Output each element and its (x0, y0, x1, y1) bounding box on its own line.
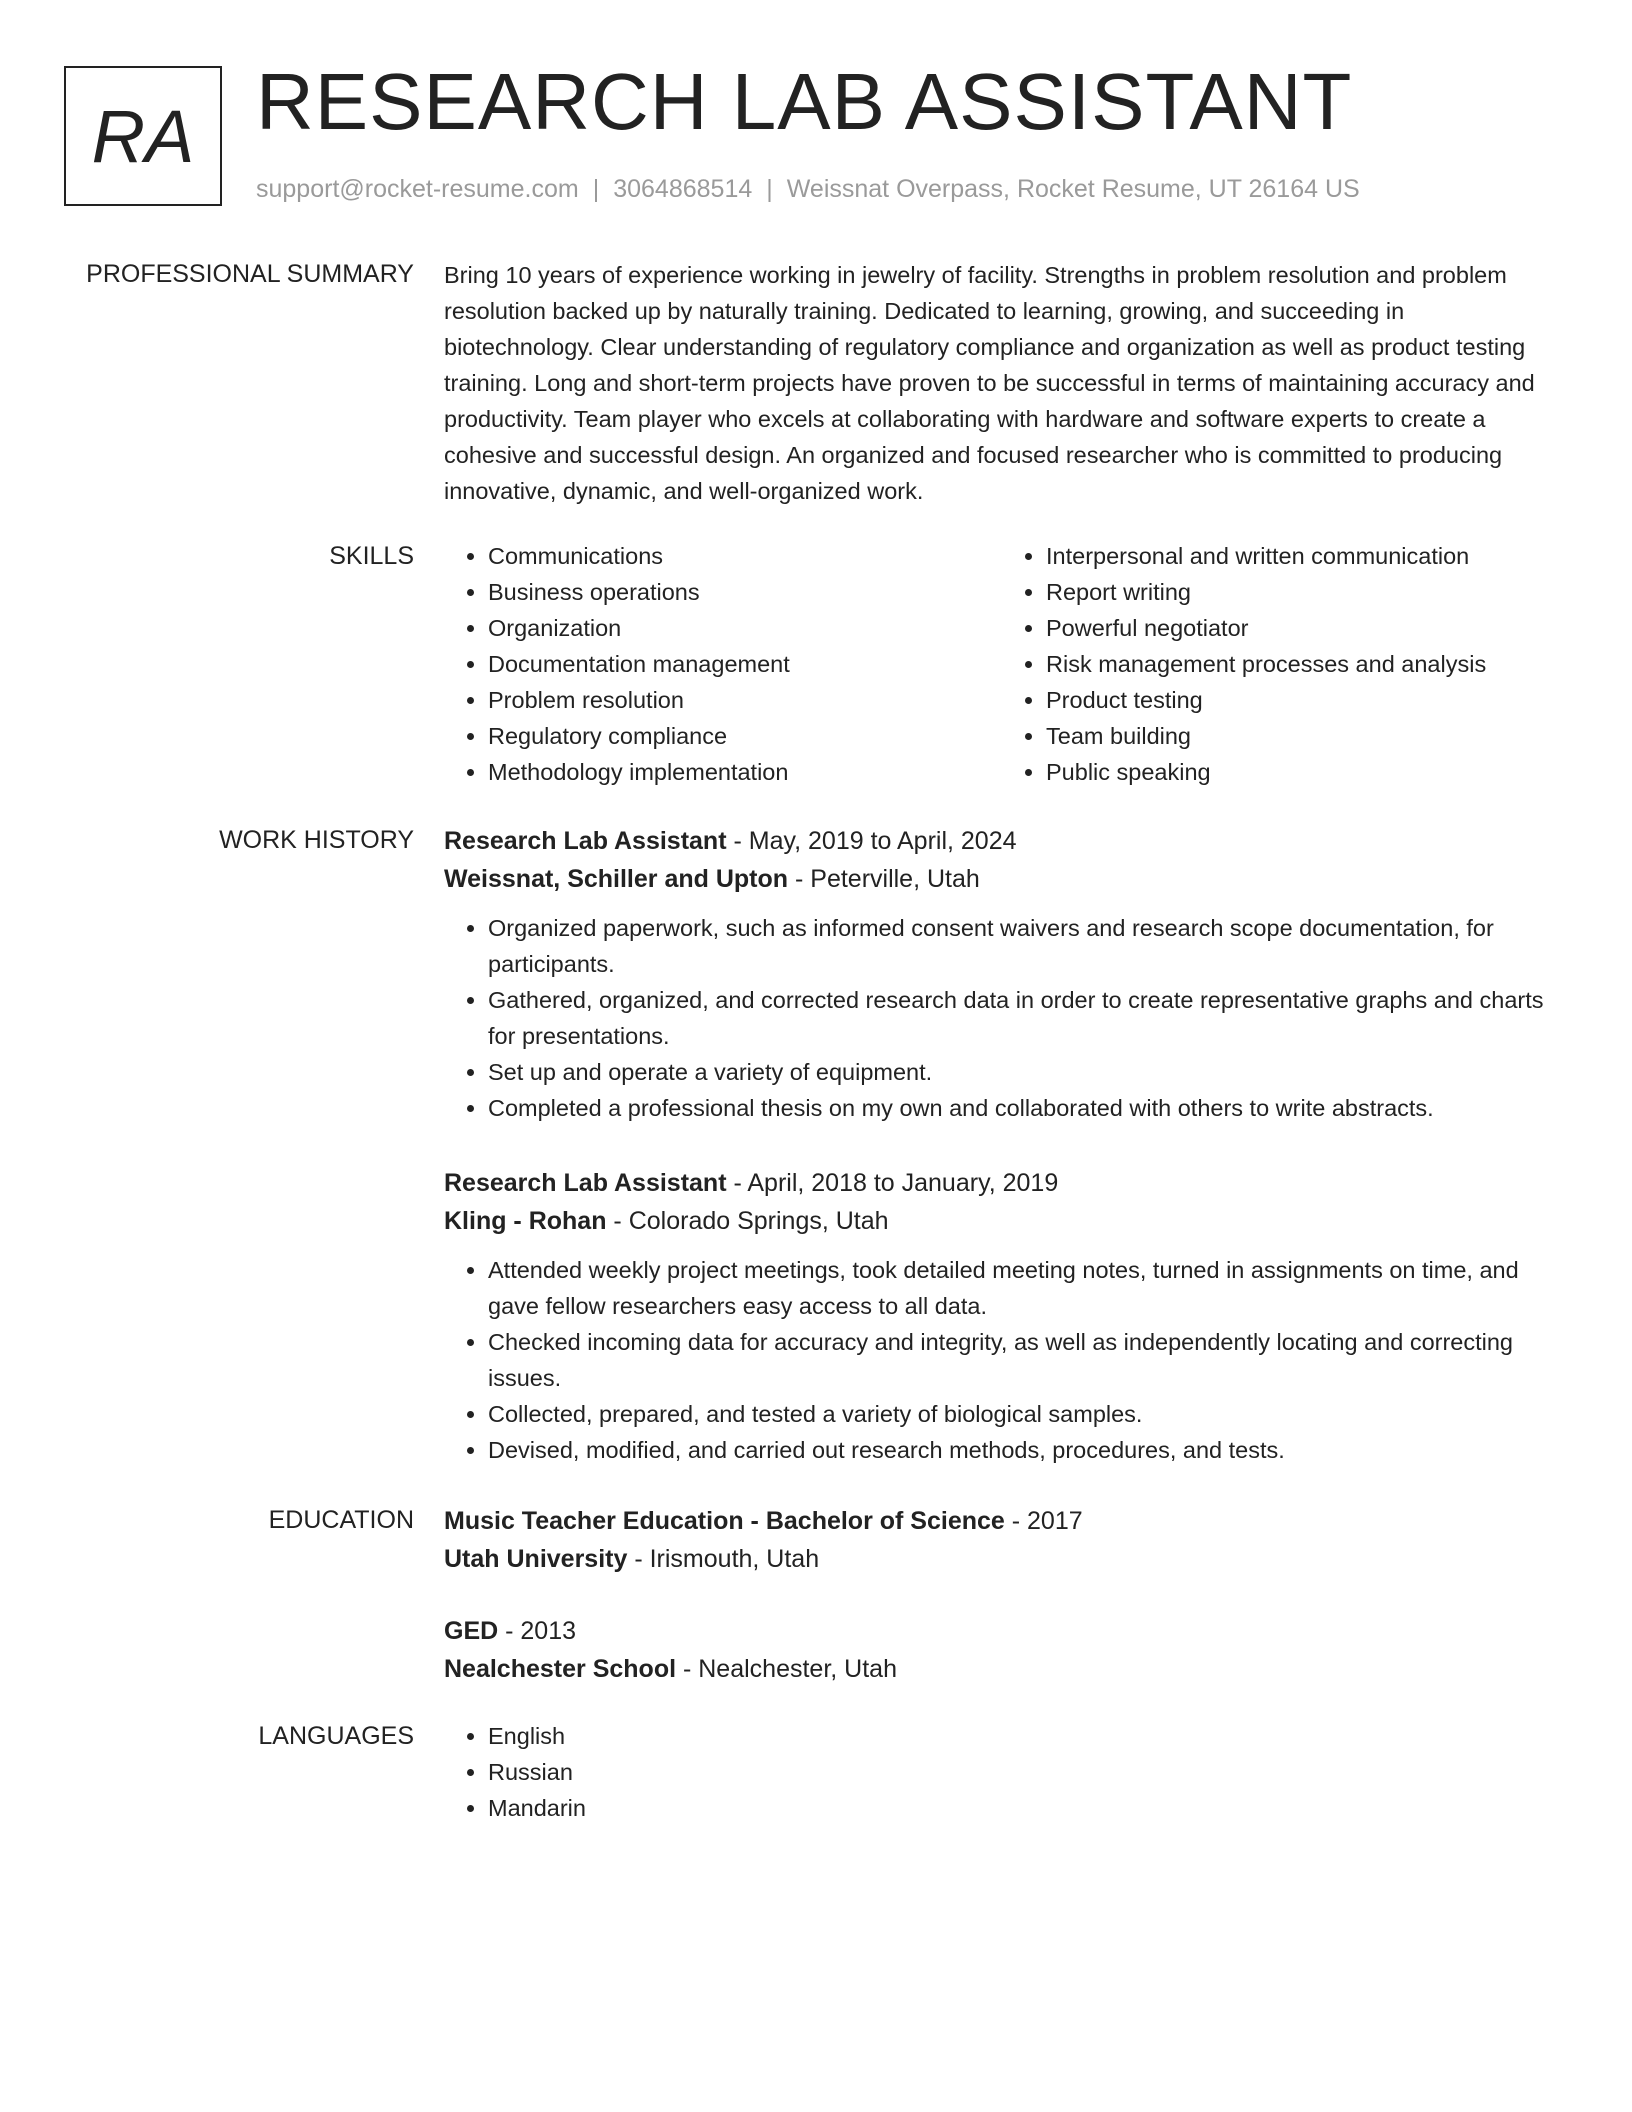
job-title-line (444, 1164, 1560, 1202)
list-item: • Interpersonal and written communication (1046, 538, 1560, 574)
contact-address: Weissnat Overpass, Rocket Resume, UT 26164 US (786, 175, 1360, 203)
summary-text: Bring 10 years of experience working in jewelry of facility. Strengths in problem resolution and problem resolution backed up by naturally training. Dedicated to learning, growing, and succeeding in biotechnology. Clear understanding of regulatory compliance and organization as well as product testing training. Long and short-term projects have proven to be successful in terms of maintaining accuracy and productivity. Team player who excels at collaborating with hardware and software experts to create a cohesive and successful design. An organized and focused researcher who is committed to producing innovative, dynamic, and well-organized work. (444, 262, 1535, 504)
job-bullets (444, 1252, 1560, 1468)
list-item: • Organized paperwork, such as informed consent waivers and research scope documentation, for participants. (488, 910, 1560, 982)
degree: Music Teacher Education - Bachelor of Science (444, 1507, 1005, 1535)
section-label-languages: LANGUAGES (258, 1722, 414, 1750)
list-item: • Methodology implementation (488, 754, 1002, 790)
job-company: Kling - Rohan (444, 1207, 607, 1235)
school: Utah University (444, 1545, 628, 1573)
degree: GED (444, 1617, 499, 1645)
job-location: - Peterville, Utah (788, 865, 980, 893)
monogram: RA (64, 66, 222, 206)
contact-email[interactable]: support@rocket-resume.com (256, 175, 579, 203)
job-company-line (444, 860, 1560, 898)
list-item: • Organization (488, 610, 1002, 646)
section-label-work-history: WORK HISTORY (219, 826, 414, 854)
skills-columns (444, 538, 1560, 790)
skills-list-right (1002, 538, 1560, 790)
school-line (444, 1650, 1560, 1688)
resume-title: RESEARCH LAB ASSISTANT (256, 57, 1353, 146)
job-location: - Colorado Springs, Utah (606, 1207, 889, 1235)
list-item: • Attended weekly project meetings, took detailed meeting notes, turned in assignments on time, and gave fellow researchers easy access to all data. (488, 1252, 1560, 1324)
degree-year: - 2017 (1004, 1507, 1083, 1535)
languages-list-wrap (444, 1718, 1560, 1826)
list-item: • Devised, modified, and carried out research methods, procedures, and tests. (488, 1432, 1560, 1468)
list-item: • Documentation management (488, 646, 1002, 682)
job-company: Weissnat, Schiller and Upton (444, 865, 789, 893)
job-dates: - May, 2019 to April, 2024 (726, 827, 1017, 855)
list-item: • Gathered, organized, and corrected research data in order to create representative graphs and charts for presentations. (488, 982, 1560, 1054)
list-item: • English (488, 1718, 1560, 1754)
list-item: • Problem resolution (488, 682, 1002, 718)
list-item: • Team building (1046, 718, 1560, 754)
job-entry (444, 822, 1560, 1126)
list-item: • Communications (488, 538, 1002, 574)
job-title: Research Lab Assistant (444, 827, 727, 855)
list-item: • Public speaking (1046, 754, 1560, 790)
job-bullets (444, 910, 1560, 1126)
list-item: • Business operations (488, 574, 1002, 610)
contact-separator: | (766, 175, 773, 203)
section-label-summary: PROFESSIONAL SUMMARY (86, 260, 414, 288)
list-item: • Mandarin (488, 1790, 1560, 1826)
section-label-skills: SKILLS (329, 542, 414, 570)
list-item: • Report writing (1046, 574, 1560, 610)
languages-list (444, 1718, 1560, 1826)
list-item: • Product testing (1046, 682, 1560, 718)
degree-line (444, 1502, 1560, 1540)
job-company-line (444, 1202, 1560, 1240)
list-item: • Regulatory compliance (488, 718, 1002, 754)
list-item: • Powerful negotiator (1046, 610, 1560, 646)
job-dates: - April, 2018 to January, 2019 (726, 1169, 1059, 1197)
education-entry (444, 1502, 1560, 1578)
job-entry (444, 1164, 1560, 1468)
school-location: - Nealchester, Utah (676, 1655, 897, 1683)
school-location: - Irismouth, Utah (627, 1545, 820, 1573)
job-title-line (444, 822, 1560, 860)
list-item: • Risk management processes and analysis (1046, 646, 1560, 682)
school: Nealchester School (444, 1655, 677, 1683)
list-item: • Collected, prepared, and tested a variety of biological samples. (488, 1396, 1560, 1432)
contact-separator: | (592, 175, 600, 203)
job-title: Research Lab Assistant (444, 1169, 727, 1197)
list-item: • Set up and operate a variety of equipment. (488, 1054, 1560, 1090)
school-line (444, 1540, 1560, 1578)
list-item: • Checked incoming data for accuracy and integrity, as well as independently locating and correcting issues. (488, 1324, 1560, 1396)
section-label-education: EDUCATION (268, 1506, 414, 1534)
list-item: • Completed a professional thesis on my own and collaborated with others to write abstracts. (488, 1090, 1560, 1126)
list-item: • Russian (488, 1754, 1560, 1790)
education-entry (444, 1612, 1560, 1688)
contact-line (256, 172, 1360, 206)
degree-year: - 2013 (498, 1617, 577, 1645)
degree-line (444, 1612, 1560, 1650)
contact-phone[interactable]: 3064868514 (613, 175, 753, 203)
skills-list-left (444, 538, 1002, 790)
